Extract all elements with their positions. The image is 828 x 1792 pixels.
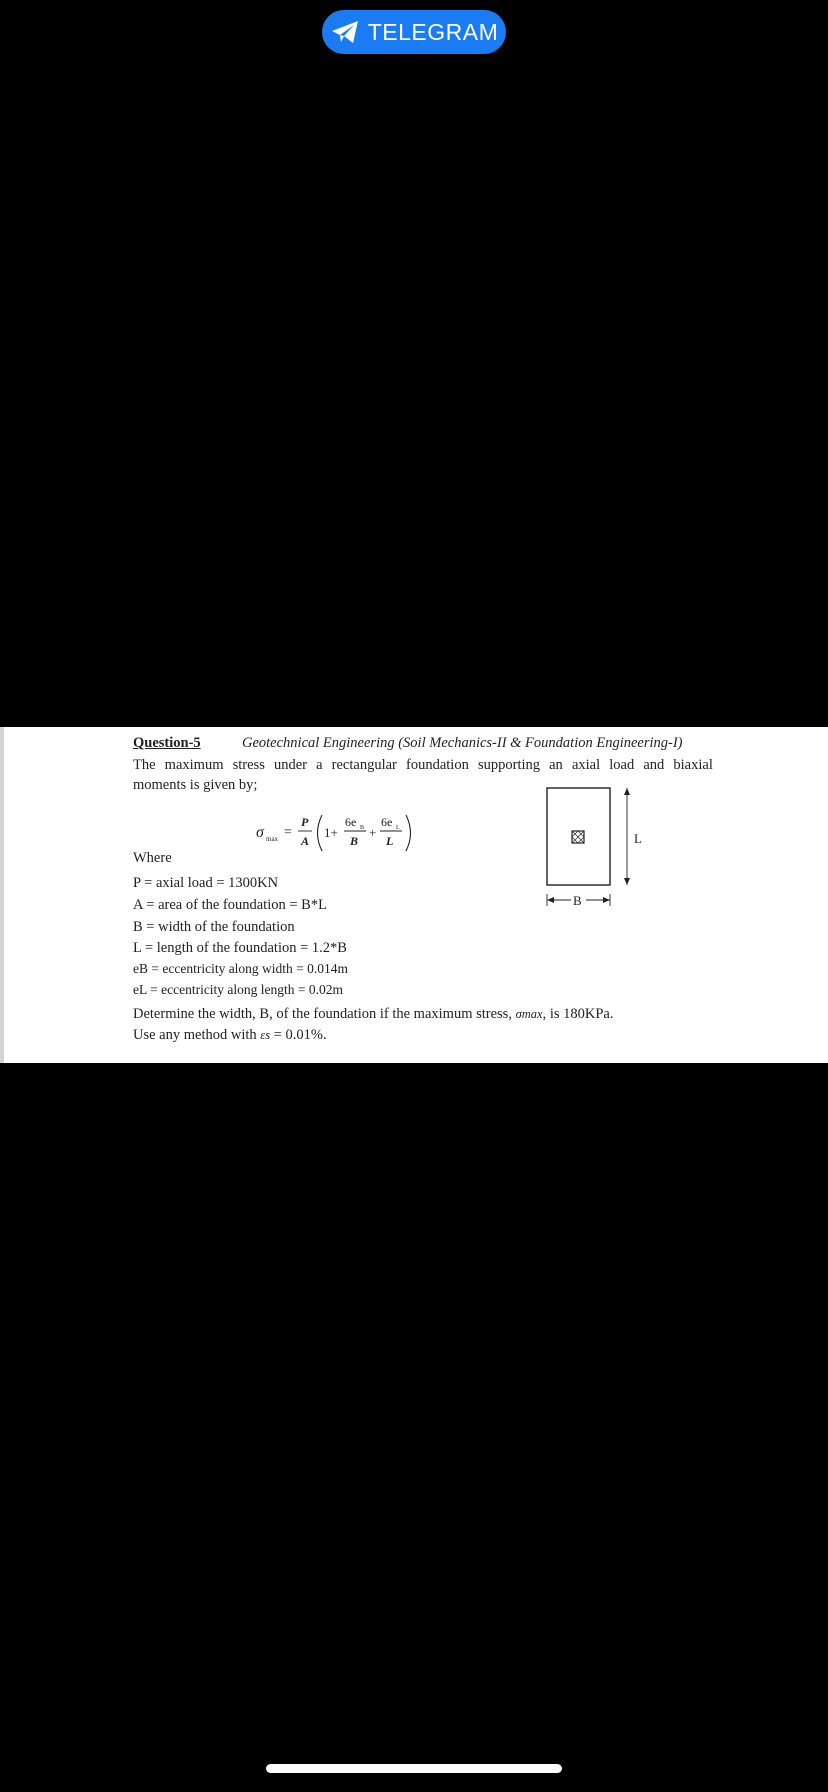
- question-title: Question-5: [133, 735, 201, 751]
- intro-line-2: moments is given by;: [133, 777, 258, 793]
- definition-a: A = area of the foundation = B*L: [133, 897, 327, 913]
- formula-left-paren: [318, 815, 323, 851]
- where-label: Where: [133, 850, 172, 866]
- intro-word: maximum: [164, 757, 224, 773]
- length-arrow-top: [624, 788, 630, 795]
- intro-word: an: [549, 757, 563, 773]
- telegram-button[interactable]: [322, 10, 506, 54]
- formula-el-subscript: L: [396, 825, 400, 831]
- determine-text-after: , is 180KPa.: [542, 1006, 614, 1022]
- document-edge: [0, 727, 4, 1063]
- length-label: L: [634, 831, 642, 846]
- method-text-before: Use any method with: [133, 1027, 261, 1043]
- intro-word: axial: [571, 757, 601, 773]
- formula-eb-numerator: 6e: [345, 815, 357, 829]
- epsilon-s-symbol: εs: [260, 1028, 271, 1042]
- formula-eb-subscript: B: [360, 825, 365, 831]
- formula-el-denominator: L: [386, 834, 394, 848]
- determine-statement: [133, 1007, 613, 1022]
- intro-line-1: [133, 758, 713, 773]
- formula-p-denominator: A: [301, 834, 310, 848]
- method-text-after: = 0.01%.: [270, 1027, 327, 1043]
- definition-b: B = width of the foundation: [133, 919, 295, 935]
- intro-word: biaxial: [673, 757, 713, 773]
- determine-text-before: Determine the width, B, of the foundation if the maximum stress,: [133, 1006, 516, 1022]
- intro-word: stress: [232, 757, 265, 773]
- max-stress-formula: [250, 795, 430, 865]
- intro-word: and: [643, 757, 665, 773]
- definition-eb: eB = eccentricity along width = 0.014m: [133, 961, 349, 976]
- sigma-max-symbol: σmax: [515, 1007, 543, 1021]
- definition-p: P = axial load = 1300KN: [133, 875, 279, 891]
- intro-word: foundation: [406, 757, 469, 773]
- question-subject: Geotechnical Engineering (Soil Mechanics-II & Foundation Engineering-I): [242, 735, 683, 751]
- formula-sigma: σ: [256, 824, 264, 841]
- formula-eb-denominator: B: [350, 834, 359, 848]
- definition-el: eL = eccentricity along length = 0.02m: [133, 982, 344, 997]
- intro-word: rectangular: [331, 757, 397, 773]
- intro-word: supporting: [477, 757, 540, 773]
- telegram-label: TELEGRAM: [367, 18, 499, 45]
- formula-p-numerator: P: [301, 815, 309, 829]
- telegram-paper-plane-icon: [330, 19, 360, 45]
- formula-sigma-subscript: max: [266, 835, 279, 843]
- intro-word: The: [133, 757, 156, 773]
- formula-plus: +: [369, 825, 377, 840]
- width-arrow-right: [603, 897, 610, 903]
- formula-right-paren: [406, 815, 411, 851]
- intro-word: a: [316, 757, 323, 773]
- question-document: [0, 727, 828, 1063]
- formula-el-numerator: 6e: [381, 815, 393, 829]
- home-indicator[interactable]: [266, 1764, 562, 1773]
- width-arrow-left: [547, 897, 554, 903]
- length-arrow-bottom: [624, 878, 630, 885]
- foundation-plan-figure: [535, 780, 645, 928]
- width-label: B: [573, 893, 582, 908]
- intro-word: load: [609, 757, 635, 773]
- intro-word: under: [273, 757, 307, 773]
- definition-l: L = length of the foundation = 1.2*B: [133, 940, 347, 956]
- method-statement: [133, 1028, 327, 1043]
- formula-equals: =: [284, 825, 292, 840]
- formula-one-plus: 1+: [324, 825, 338, 840]
